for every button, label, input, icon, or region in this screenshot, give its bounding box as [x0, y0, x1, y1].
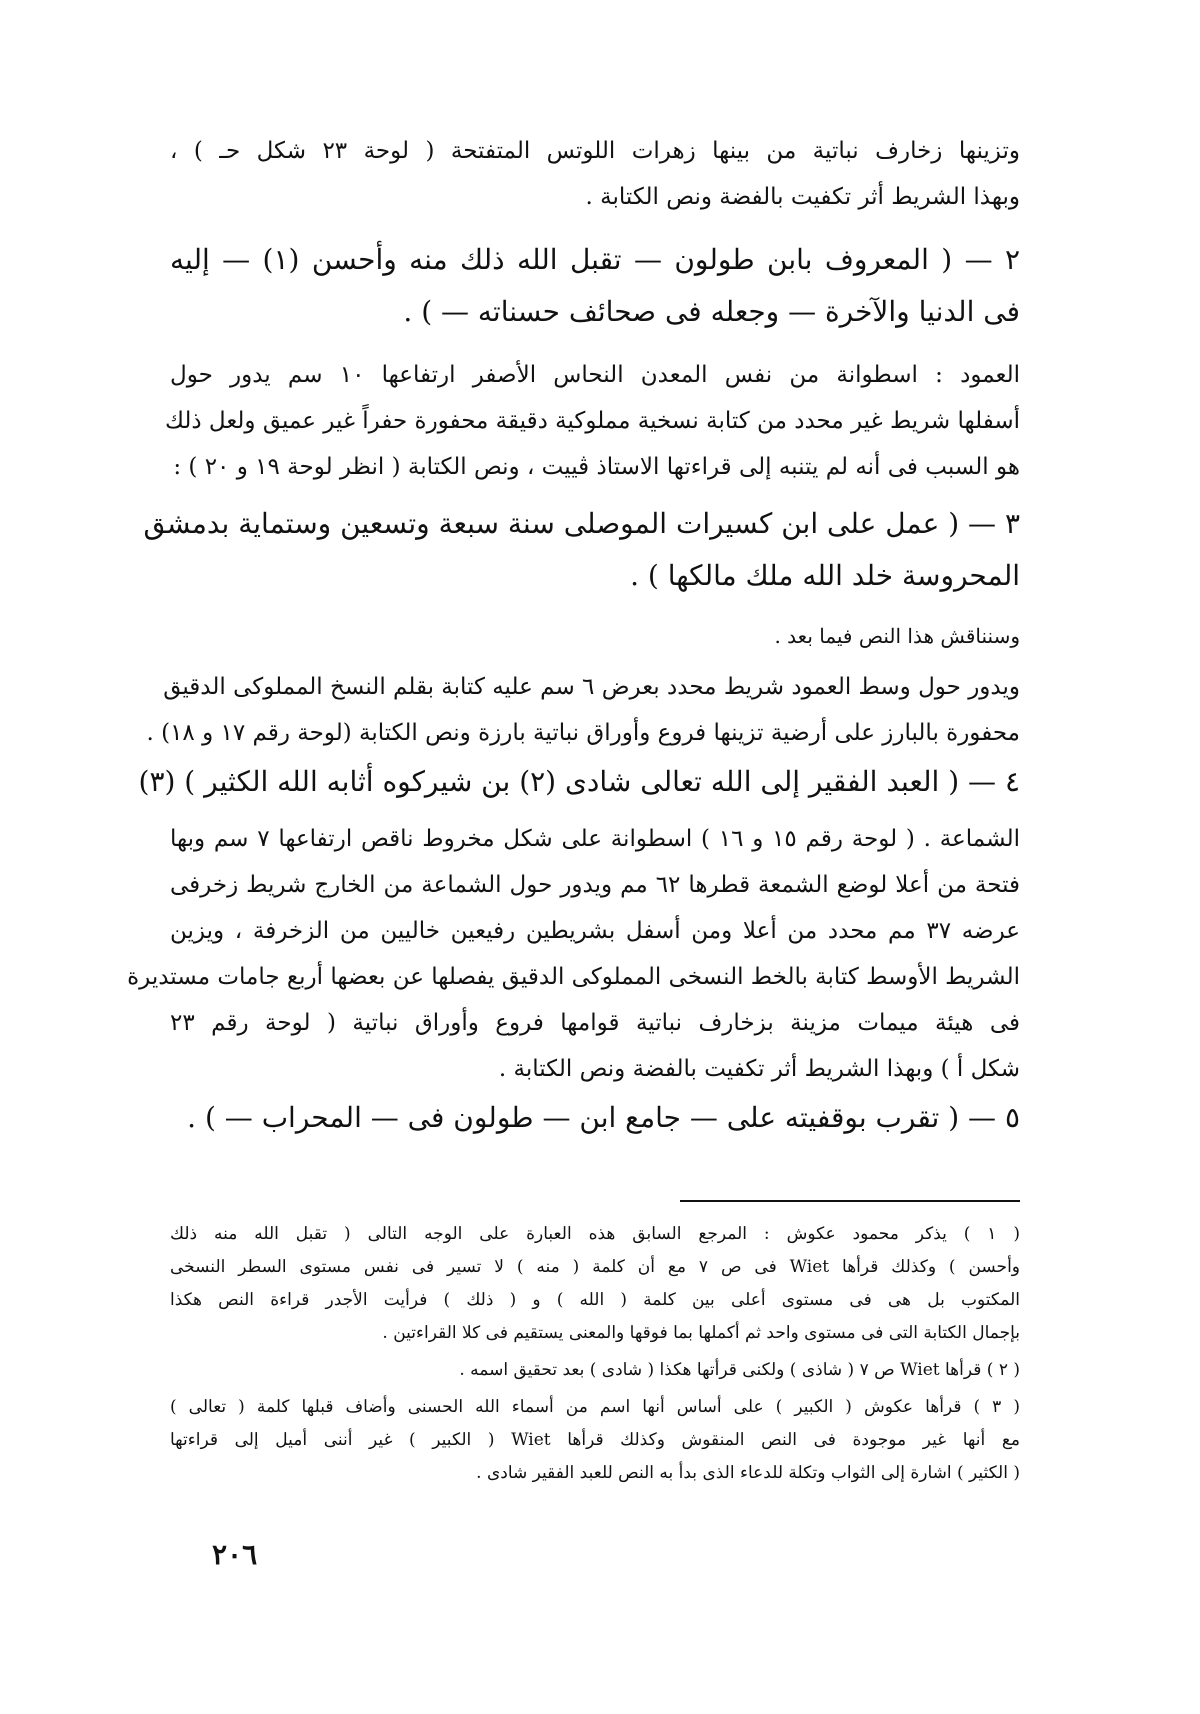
paragraph-column	[164, 352, 1020, 490]
inscription-2	[170, 234, 1020, 338]
inscription-5	[170, 1092, 1020, 1144]
text-line: الشريط الأوسط كتابة بالخط النسخى المملوكى الدقيق يفصلها عن بعضها أربع جامات مستديرة	[127, 964, 1020, 990]
footnote-2	[170, 1354, 1020, 1387]
text-line: هو السبب فى أنه لم يتنبه إلى قراءتها الاستاذ ڤييت ، ونص الكتابة ( انظر لوحة ١٩ و ٢٠ ) :	[173, 454, 1020, 480]
page-number: ٢٠٦	[212, 1538, 258, 1571]
footnote-line: المكتوب بل هى فى مستوى أعلى بين كلمة ( الله ) و ( ذلك ) فرأيت الأجدر قراءة النص هكذا	[170, 1290, 1020, 1310]
footnote-line: ( ٢ ) قرأها Wiet ص ٧ ( شاذى ) ولكنى قرأتها هكذا ( شادى ) بعد تحقيق اسمه .	[459, 1360, 1020, 1380]
body-text	[127, 128, 1021, 1144]
footnote-line: وأحسن ) وكذلك قرأها Wiet فى ص ٧ مع أن كلمة ( منه ) لا تسير فى نفس مستوى السطر النسخى	[170, 1257, 1020, 1277]
text-line: شكل أ ) وبهذا الشريط أثر تكفيت بالفضة ونص الكتابة .	[498, 1056, 1020, 1082]
text-line: فتحة من أعلا لوضع الشمعة قطرها ٦٢ مم ويدور حول الشماعة من الخارج شريط زخرفى	[170, 872, 1020, 898]
text-line: وسنناقش هذا النص فيما بعد .	[774, 624, 1020, 648]
paragraph-lotus-decoration	[170, 128, 1020, 220]
paragraph-discussion-note	[170, 616, 1020, 656]
text-line: فى هيئة ميمات مزينة بزخارف نباتية قوامها فروع وأوراق نباتية ( لوحة رقم ٢٣	[170, 1010, 1020, 1036]
inscription-3	[143, 498, 1020, 602]
text-line: ٣ — ( عمل على ابن كسيرات الموصلى سنة سبعة وتسعين وستماية بدمشق	[143, 507, 1020, 540]
text-line: ويدور حول وسط العمود شريط محدد بعرض ٦ سم عليه كتابة بقلم النسخ المملوكى الدقيق	[163, 674, 1020, 700]
text-line: عرضه ٣٧ مم محدد من أعلا ومن أسفل بشريطين رفيعين خاليين من الزخرفة ، ويزين	[170, 918, 1021, 944]
text-line: ٤ — ( العبد الفقير إلى الله تعالى شادى (٢) بن شيركوه أثابه الله الكثير ) (٣)	[138, 765, 1020, 798]
footnote-line: بإجمال الكتابة التى فى مستوى واحد ثم أكملها بما فوقها والمعنى يستقيم فى كلا القراءتين .	[382, 1323, 1020, 1343]
inscription-4	[138, 756, 1020, 808]
footnote-line: ( الكثير ) اشارة إلى الثواب وتكلة للدعاء الذى بدأ به النص للعبد الفقير شادى .	[476, 1463, 1020, 1483]
text-line: المحروسة خلد الله ملك مالكها ) .	[630, 559, 1020, 592]
text-line: ٢ — ( المعروف بابن طولون — تقبل الله ذلك منه وأحسن (١) — إليه	[170, 243, 1021, 276]
footnote-3	[170, 1391, 1020, 1490]
footnote-line: مع أنها غير موجودة فى النص المنقوش وكذلك قرأها Wiet ( الكبير ) غير أننى أميل إلى قراءتها	[170, 1430, 1020, 1450]
text-line: وتزينها زخارف نباتية من بينها زهرات اللوتس المتفتحة ( لوحة ٢٣ شكل حـ ) ،	[170, 138, 1020, 164]
text-line: ٥ — ( تقرب بوقفيته على — جامع ابن — طولون فى — المحراب — ) .	[187, 1101, 1020, 1134]
footnote-separator	[680, 1200, 1020, 1202]
paragraph-middle-band	[146, 664, 1020, 756]
text-line: فى الدنيا والآخرة — وجعله فى صحائف حسناته — ) .	[403, 295, 1020, 328]
footnote-1	[170, 1218, 1020, 1350]
footnotes	[170, 1218, 1020, 1490]
text-line: العمود : اسطوانة من نفس المعدن النحاس الأصفر ارتفاعها ١٠ سم يدور حول	[170, 362, 1020, 388]
text-line: محفورة بالبارز على أرضية تزينها فروع وأوراق نباتية بارزة ونص الكتابة (لوحة رقم ١٧ و ١٨) .	[146, 720, 1020, 746]
text-line: وبهذا الشريط أثر تكفيت بالفضة ونص الكتابة .	[585, 184, 1020, 210]
text-line: أسفلها شريط غير محدد من كتابة نسخية مملوكية دقيقة محفورة حفراً غير عميق ولعل ذلك	[164, 408, 1020, 434]
footnote-line: ( ٣ ) قرأها عكوش ( الكبير ) على أساس أنها اسم من أسماء الله الحسنى وأضاف قبلها كلمة ( تعالى )	[170, 1397, 1020, 1417]
paragraph-candle-holder	[127, 816, 1021, 1092]
footnote-line: ( ١ ) يذكر محمود عكوش : المرجع السابق هذه العبارة على الوجه التالى ( تقبل الله منه ذلك	[170, 1224, 1020, 1244]
text-line: الشماعة . ( لوحة رقم ١٥ و ١٦ ) اسطوانة على شكل مخروط ناقص ارتفاعها ٧ سم وبها	[170, 826, 1020, 852]
